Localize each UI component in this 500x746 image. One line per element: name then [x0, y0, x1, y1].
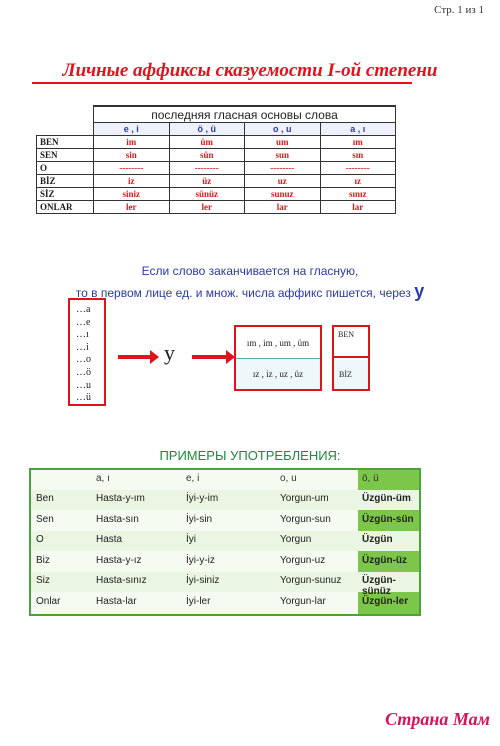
table-row	[37, 201, 396, 214]
table-corner	[37, 123, 94, 136]
affix-cell: --------	[320, 162, 396, 175]
table-row	[31, 490, 419, 510]
affix-cell: um	[245, 136, 321, 149]
examples-column-header: o, u	[280, 473, 297, 484]
examples-cell: Hasta-y-ız	[96, 554, 142, 566]
pronoun-cell: ONLAR	[37, 201, 94, 214]
examples-cell: Yorgun-uz	[280, 554, 326, 566]
arrow-right-icon	[118, 355, 152, 359]
examples-cell: Hasta-lar	[96, 595, 137, 607]
examples-column-header: a, ı	[96, 473, 110, 484]
examples-table	[29, 468, 421, 616]
affix-cell: sun	[245, 149, 321, 162]
affix-cell: lar	[245, 201, 321, 214]
vowel-item: …i	[76, 341, 89, 353]
affix-cell: uz	[245, 175, 321, 188]
vowel-list-box	[68, 298, 106, 406]
pronoun-cell: BİZ	[37, 175, 94, 188]
examples-cell: Yorgun-sun	[280, 513, 331, 525]
vowel-column-header: o , u	[245, 123, 321, 136]
title-underline	[32, 82, 412, 84]
pronoun-plural: BİZ	[334, 360, 368, 389]
table-row	[31, 552, 419, 572]
examples-cell: İyi-siniz	[186, 575, 220, 586]
vowel-item: …ö	[76, 366, 91, 378]
vowel-item: …u	[76, 379, 91, 391]
affix-cell: sün	[169, 149, 245, 162]
vowel-column-header: ö , ü	[169, 123, 245, 136]
page-number: Стр. 1 из 1	[434, 4, 484, 16]
examples-cell: Üzgün-üm	[362, 493, 411, 504]
affix-cell: sünüz	[169, 188, 245, 201]
affix-table-header-row	[37, 106, 396, 123]
examples-pronoun: O	[36, 534, 44, 545]
affix-cell: siniz	[94, 188, 170, 201]
table-row	[37, 149, 396, 162]
affix-box	[234, 325, 322, 391]
rule-text-line2-body: то в первом лице ед. и множ. числа аффикс пишется, через	[75, 286, 411, 300]
affix-cell: --------	[169, 162, 245, 175]
examples-cell: Yorgun-sunuz	[280, 575, 342, 586]
table-row	[31, 531, 419, 551]
examples-cell: Yorgun-um	[280, 493, 329, 504]
affix-cell: sınız	[320, 188, 396, 201]
site-watermark: Страна Мам	[385, 709, 490, 729]
table-row	[31, 572, 419, 597]
affix-cell: lar	[320, 201, 396, 214]
table-row	[37, 175, 396, 188]
examples-cell: Üzgün	[362, 534, 393, 545]
connector-letter: y	[164, 340, 175, 365]
vowel-column-header: e , i	[94, 123, 170, 136]
examples-cell: İyi	[186, 534, 196, 545]
table-row	[37, 162, 396, 175]
examples-pronoun: Ben	[36, 493, 54, 504]
affix-cell: ım	[320, 136, 396, 149]
affix-cell: im	[94, 136, 170, 149]
vowel-item: …e	[76, 316, 91, 328]
examples-header-row	[31, 470, 419, 490]
table-row	[31, 593, 419, 613]
pronoun-box	[332, 325, 370, 391]
examples-pronoun: Biz	[36, 554, 50, 566]
examples-column-header: e, i	[186, 473, 200, 484]
examples-cell: Yorgun	[280, 534, 312, 545]
examples-cell: İyi-ler	[186, 595, 211, 607]
affix-cell: ler	[94, 201, 170, 214]
table-row	[37, 188, 396, 201]
page-title: Личные аффиксы сказуемости I-ой степени	[62, 60, 438, 81]
examples-cell: Üzgün-üz	[362, 554, 407, 566]
affix-cell: ler	[169, 201, 245, 214]
examples-cell: İyi-sin	[186, 513, 213, 525]
affix-table-header: последняя гласная основы слова	[94, 106, 396, 123]
examples-pronoun: Siz	[36, 575, 50, 586]
pronoun-singular: BEN	[334, 327, 368, 358]
examples-cell: Üzgün-ler	[362, 595, 409, 607]
vowel-item: …o	[76, 354, 91, 366]
vowel-column-header: a , ı	[320, 123, 396, 136]
examples-column-header: ö, ü	[362, 473, 379, 484]
examples-cell: İyi-y-im	[186, 493, 219, 504]
examples-cell: Hasta-sın	[96, 513, 139, 525]
vowel-item: …a	[76, 304, 91, 315]
affix-cell: iz	[94, 175, 170, 188]
vowel-item: …ü	[76, 392, 91, 404]
affixes-singular: ım , im , um , üm	[236, 327, 320, 359]
examples-pronoun: Sen	[36, 513, 54, 525]
examples-cell: Hasta-y-ım	[96, 493, 145, 504]
affix-cell: --------	[94, 162, 170, 175]
table-corner	[37, 106, 94, 123]
pronoun-cell: O	[37, 162, 94, 175]
table-row	[37, 136, 396, 149]
affix-cell: üz	[169, 175, 245, 188]
affix-cell: --------	[245, 162, 321, 175]
affix-table	[36, 105, 396, 214]
examples-cell: Üzgün-sün	[362, 513, 414, 525]
affix-cell: sunuz	[245, 188, 321, 201]
examples-title: ПРИМЕРЫ УПОТРЕБЛЕНИЯ:	[159, 448, 341, 463]
pronoun-cell: SİZ	[37, 188, 94, 201]
vowel-item: …ı	[76, 329, 89, 341]
table-row	[31, 511, 419, 531]
pronoun-cell: BEN	[37, 136, 94, 149]
arrow-right-icon	[192, 355, 228, 359]
affix-cell: sın	[320, 149, 396, 162]
vowel-header-row	[37, 123, 396, 136]
examples-pronoun: Onlar	[36, 595, 61, 607]
affix-cell: üm	[169, 136, 245, 149]
examples-cell: Üzgün-sünüz	[362, 575, 396, 597]
affix-cell: sin	[94, 149, 170, 162]
examples-cell: Hasta	[96, 534, 123, 545]
pronoun-cell: SEN	[37, 149, 94, 162]
examples-cell: İyi-y-iz	[186, 554, 215, 566]
affix-cell: ız	[320, 175, 396, 188]
examples-cell: Yorgun-lar	[280, 595, 326, 607]
rule-text-line1: Если слово заканчивается на гласную,	[141, 264, 359, 278]
examples-cell: Hasta-sınız	[96, 575, 147, 586]
affixes-plural: ız , iz , uz , üz	[236, 359, 320, 389]
rule-letter-y: y	[414, 281, 425, 301]
